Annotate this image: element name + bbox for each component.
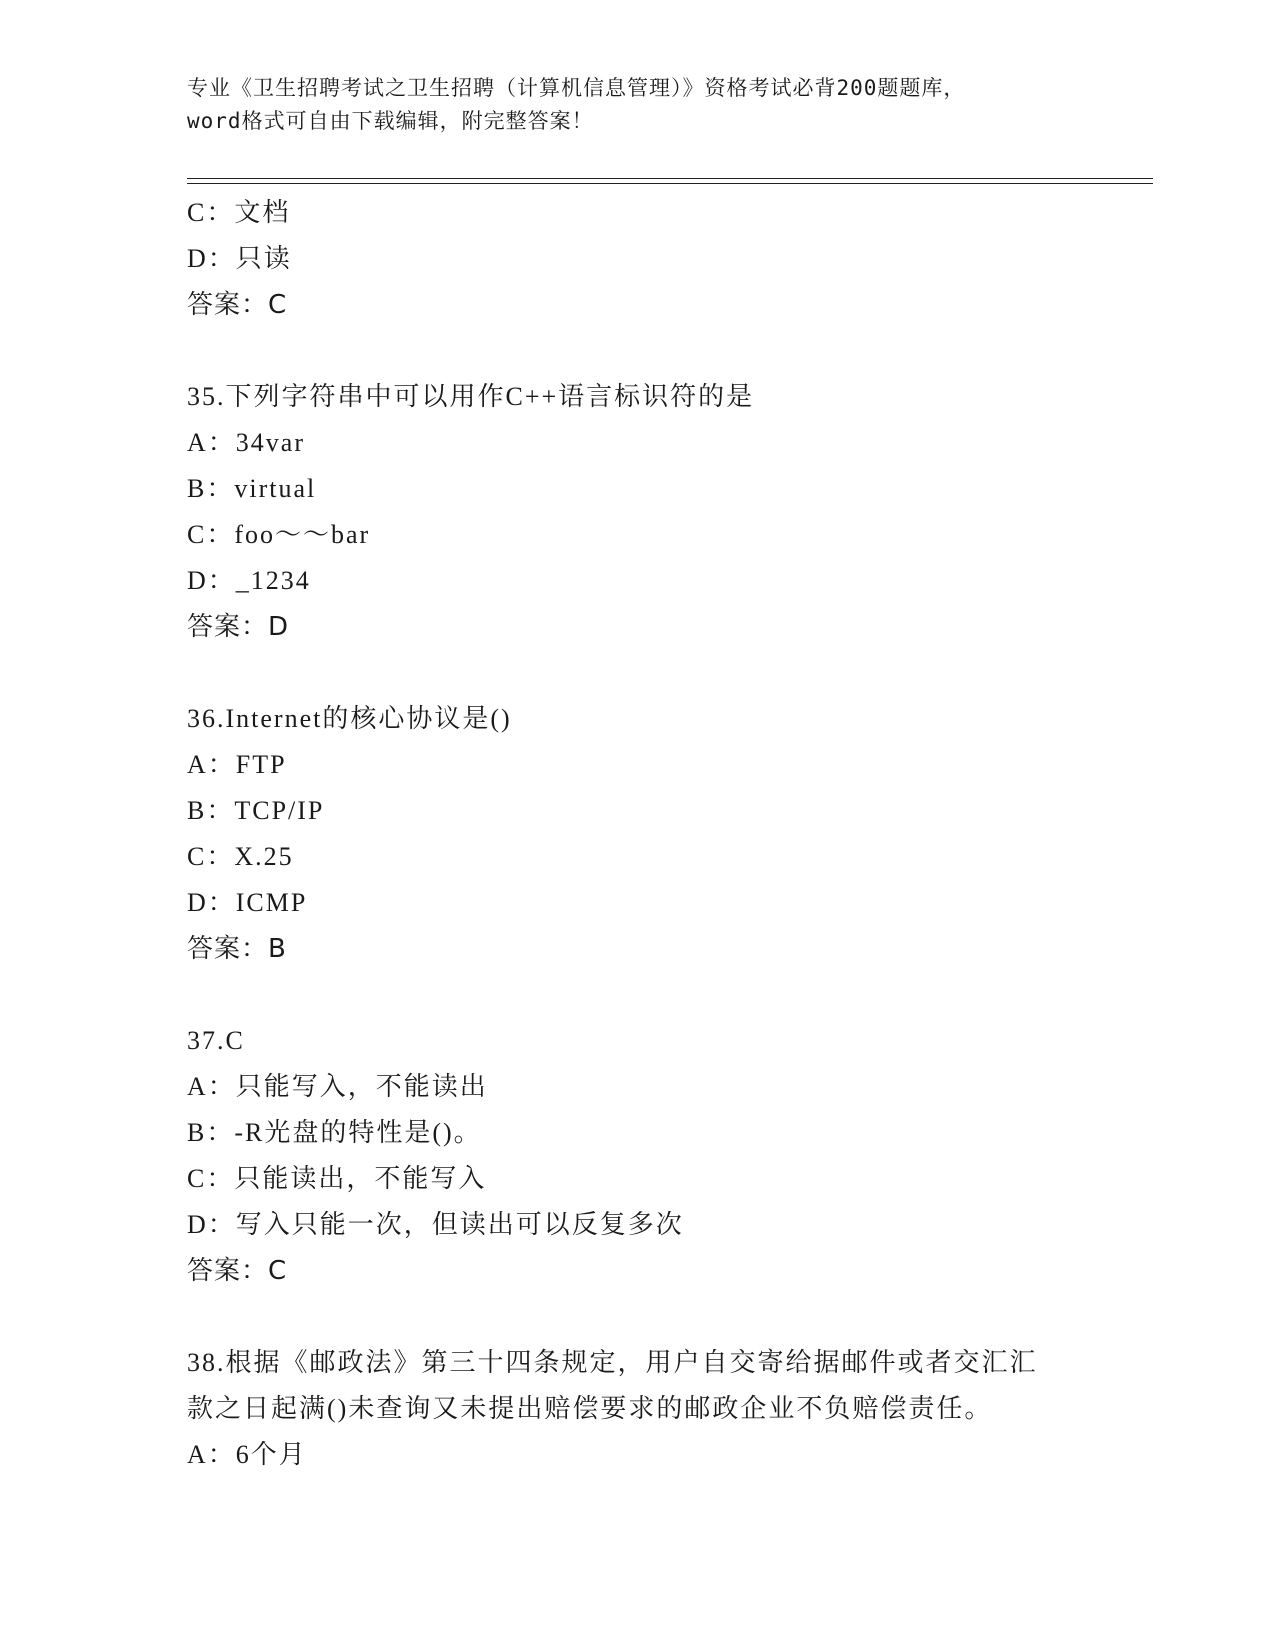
answer: 答案：D [187,612,290,642]
option-b: B：TCP/IP [187,796,325,825]
question-block-37 [187,1018,1087,1294]
option-c: C：只能读出，不能写入 [187,1164,487,1193]
question-stem-line-2: 款之日起满()未查询又未提出赔偿要求的邮政企业不负赔偿责任。 [187,1394,993,1423]
question-stem-line-1: 38.根据《邮政法》第三十四条规定，用户自交寄给据邮件或者交汇汇 [187,1348,1038,1377]
answer: 答案：C [187,290,288,320]
option-b: B：-R光盘的特性是()。 [187,1118,482,1147]
option-c: C：文档 [187,198,291,227]
question-block-35 [187,374,1087,650]
option-c: C：foo～～bar [187,520,371,549]
question-block-38 [187,1340,1087,1478]
option-d: D：只读 [187,244,292,273]
option-a: A：34var [187,428,305,457]
answer: 答案：C [187,1256,288,1286]
question-list [187,190,1087,1478]
option-d: D：_1234 [187,566,311,595]
header-divider-bottom [187,183,1153,184]
question-block-34 [187,190,1087,328]
option-a: A：只能写入，不能读出 [187,1072,488,1101]
option-d: D：写入只能一次，但读出可以反复多次 [187,1210,684,1239]
option-a: A：6个月 [187,1440,307,1469]
spacer [187,1294,1087,1340]
answer: 答案：B [187,934,287,964]
header-divider-top [187,178,1153,179]
question-stem: 37.C [187,1026,245,1055]
header-title-line-1: 专业《卫生招聘考试之卫生招聘（计算机信息管理）》资格考试必背200题题库， [187,76,966,100]
header-title-line-2: word格式可自由下载编辑，附完整答案！ [187,109,594,133]
option-c: C：X.25 [187,842,294,871]
document-header [187,72,1087,138]
question-block-36 [187,696,1087,972]
question-stem: 36.Internet的核心协议是() [187,704,512,733]
option-d: D：ICMP [187,888,308,917]
spacer [187,328,1087,374]
spacer [187,650,1087,696]
spacer [187,972,1087,1018]
question-stem: 35.下列字符串中可以用作C++语言标识符的是 [187,382,755,411]
option-a: A：FTP [187,750,287,779]
option-b: B：virtual [187,474,317,503]
